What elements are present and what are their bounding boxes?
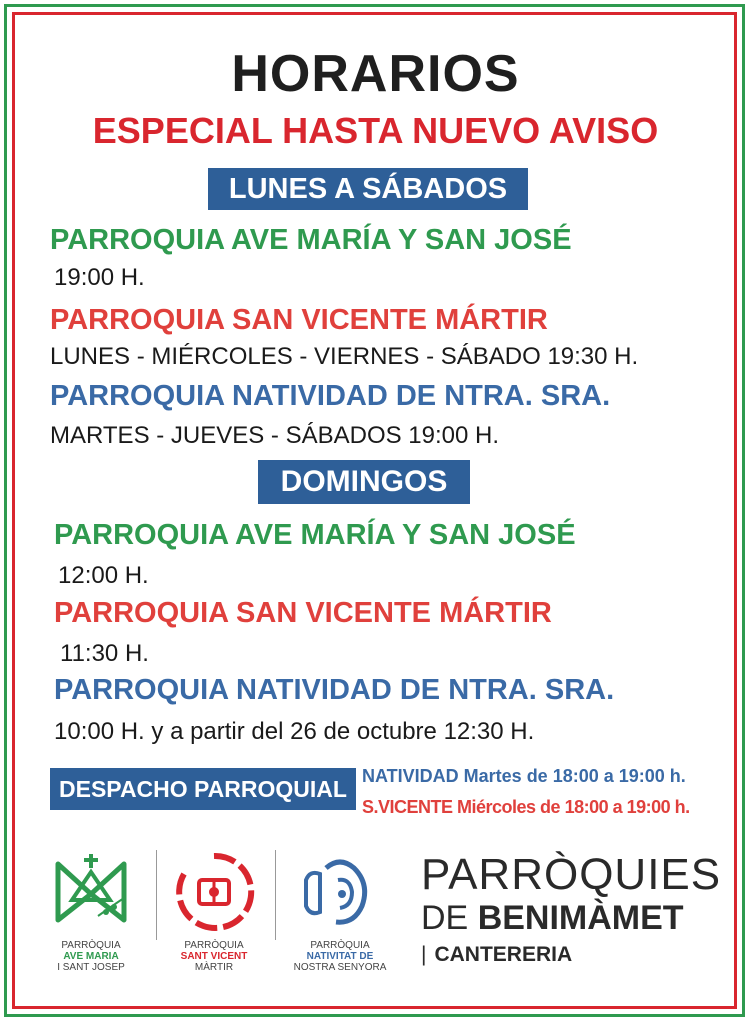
sant-vicent-logo-icon — [172, 850, 256, 936]
natividad-logo-icon — [296, 850, 382, 936]
sunday-schedule-natividad: 10:00 H. y a partir del 26 de octubre 12:30 H. — [54, 718, 535, 745]
sunday-parish-san-vicente: PARROQUIA SAN VICENTE MÁRTIR — [54, 597, 552, 629]
logo-divider — [156, 850, 157, 940]
office-label: DESPACHO PARROQUIAL — [50, 768, 356, 810]
page-title: HORARIOS — [231, 45, 520, 103]
brand-bar: | — [421, 943, 427, 966]
ave-maria-logo-icon — [50, 850, 132, 936]
page-subtitle: ESPECIAL HASTA NUEVO AVISO — [92, 110, 659, 151]
ave-maria-caption: PARRÒQUIA AVE MARIA I SANT JOSEP — [57, 940, 125, 973]
weekday-schedule-natividad: MARTES - JUEVES - SÁBADOS 19:00 H. — [50, 422, 500, 449]
weekdays-band: LUNES A SÁBADOS — [208, 168, 528, 210]
brand-sub: CANTERERIA — [434, 943, 573, 966]
weekday-schedule-ave-maria: 19:00 H. — [54, 264, 145, 291]
brand-line1: PARRÒQUIES — [421, 850, 722, 899]
sunday-parish-natividad: PARROQUIA NATIVIDAD DE NTRA. SRA. — [54, 674, 615, 706]
brand-main: BENIMÀMET — [477, 899, 684, 937]
weekday-schedule-san-vicente: LUNES - MIÉRCOLES - VIERNES - SÁBADO 19:30 H. — [50, 343, 639, 370]
logo-divider — [275, 850, 276, 940]
weekday-parish-ave-maria: PARROQUIA AVE MARÍA Y SAN JOSÉ — [50, 224, 572, 256]
brand-prefix: DE — [421, 899, 469, 937]
brand-line2 — [421, 899, 684, 938]
sundays-band: DOMINGOS — [258, 460, 470, 504]
office-vicente-hours: S.VICENTE Miércoles de 18:00 a 19:00 h. — [362, 797, 690, 817]
office-natividad-hours: NATIVIDAD Martes de 18:00 a 19:00 h. — [362, 766, 686, 786]
weekday-parish-san-vicente: PARROQUIA SAN VICENTE MÁRTIR — [50, 304, 548, 336]
sant-vicent-caption: PARRÒQUIA SANT VICENT MÀRTIR — [180, 940, 248, 973]
sunday-schedule-san-vicente: 11:30 H. — [60, 640, 149, 667]
natividad-caption: PARRÒQUIA NATIVITAT DE NOSTRA SENYORA — [293, 940, 387, 973]
sunday-parish-ave-maria: PARROQUIA AVE MARÍA Y SAN JOSÉ — [54, 519, 576, 551]
brand-line3 — [421, 943, 572, 967]
sunday-schedule-ave-maria: 12:00 H. — [58, 562, 149, 589]
weekday-parish-natividad: PARROQUIA NATIVIDAD DE NTRA. SRA. — [50, 380, 611, 412]
